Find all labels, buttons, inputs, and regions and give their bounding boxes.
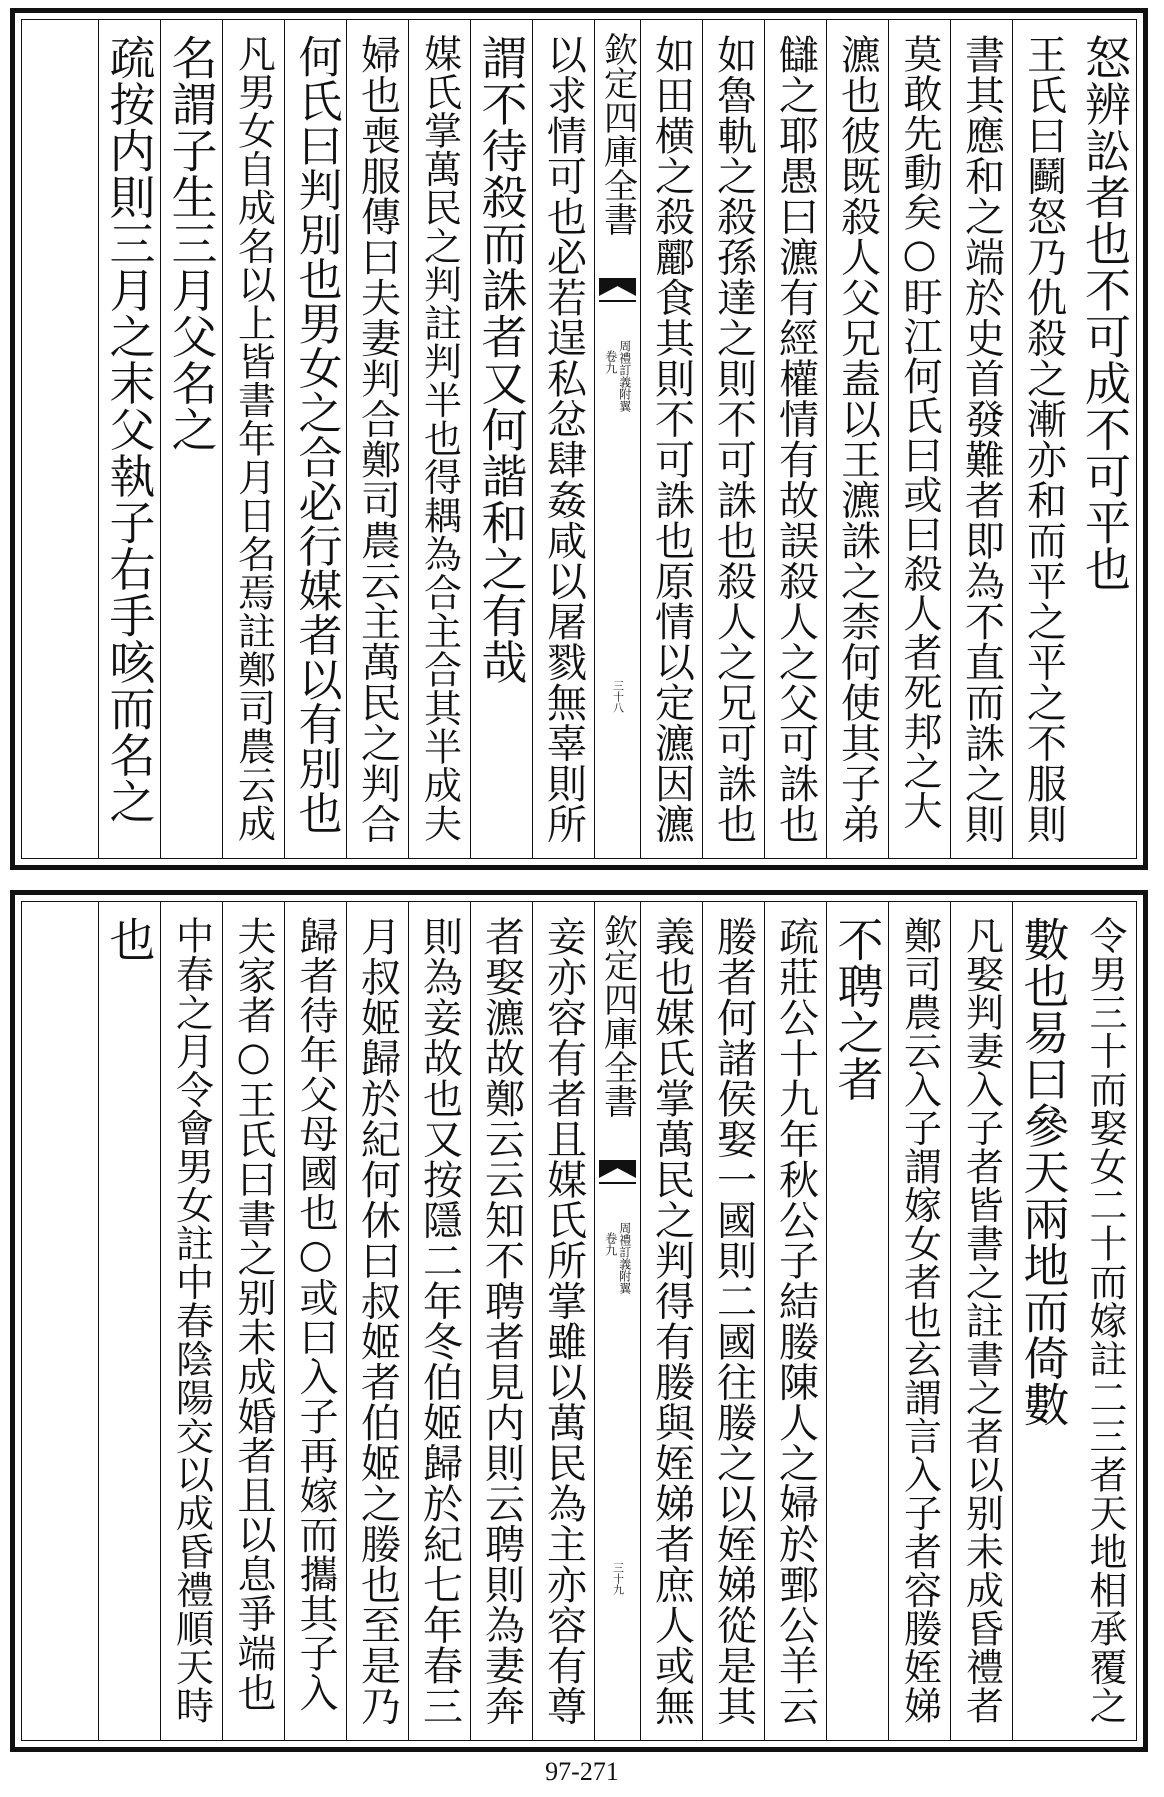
text-column: 謂不待殺而誅者又何諧和之有哉 <box>470 20 532 858</box>
leaf-number: 三十九 <box>611 1562 625 1595</box>
center-fold <box>594 20 640 858</box>
text-column: 數也易曰參天兩地而倚數 <box>1012 902 1074 1740</box>
text-column: 者娶瀌故鄭云云知不聘者見内則云聘則為妻奔 <box>470 902 532 1740</box>
text-column: 莫敢先動矣○盱江何氏曰或曰殺人者死邦之大 <box>888 20 950 858</box>
text-column: 如田横之殺酈食其則不可誅也原情以定瀌因瀌 <box>640 20 702 858</box>
text-column: 名謂子生三月父名之 <box>160 20 222 858</box>
text-column: 中春之月令會男女註中春陰陽交以成昏禮順天時 <box>160 902 222 1740</box>
text-column: 妾亦容有者且媒氏所掌雖以萬民為主亦容有尊 <box>532 902 594 1740</box>
page-top <box>10 8 1148 870</box>
text-column: 媵者何諸侯娶一國則二國往媵之以姪娣從是其 <box>702 902 764 1740</box>
text-column: 以求情可也必若逞私忿肆姦咸以屠戮無辜則所 <box>532 20 594 858</box>
text-column: 何氏曰判別也男女之合必行媒者以有別也 <box>284 20 346 858</box>
volume-label: 卷九 <box>603 1232 618 1256</box>
text-column: 鄭司農云入子謂嫁女者也玄謂言入子者容媵姪娣 <box>888 902 950 1740</box>
text-column: 讎之耶愚曰瀌有經權情有故誤殺人之父可誅也 <box>764 20 826 858</box>
text-column: 怒辨訟者也不可成不可平也 <box>1078 34 1132 592</box>
text-column: 王氏曰鬬怒乃仇殺之漸亦和而平之平之不服則 <box>1012 20 1074 858</box>
text-column: 媒氏掌萬民之判註判半也得耦為合主合其半成夫 <box>408 20 470 858</box>
book-title: 欽定四庫全書 <box>597 32 638 236</box>
text-column: 義也媒氏掌萬民之判得有媵與姪娣者庶人或無 <box>640 902 702 1740</box>
text-column: 也 <box>98 902 160 1740</box>
text-column: 疏莊公十九年秋公子結媵陳人之婦於鄄公羊云 <box>764 902 826 1740</box>
text-column: 不聘之者 <box>826 902 888 1740</box>
text-column: 月叔姬歸於紀何休曰叔姬者伯姬之媵也至是乃 <box>346 902 408 1740</box>
text-column: 書其應和之端於史首發難者即為不直而誅之則 <box>950 20 1012 858</box>
page-number-footer: 97-271 <box>545 1757 619 1786</box>
page-bottom <box>10 890 1148 1752</box>
fishtail-mark <box>599 278 636 322</box>
leaf-number: 三十八 <box>611 680 625 713</box>
text-column: 疏按内則三月之末父執子右手咳而名之 <box>98 20 160 858</box>
text-column: 凡娶判妻入子者皆書之註書之者以别未成昏禮者 <box>950 902 1012 1740</box>
page-top-frame <box>21 19 1137 859</box>
text-column: 瀌也彼既殺人父兄盍以王瀌誅之柰何使其子弟 <box>826 20 888 858</box>
volume-label: 卷九 <box>603 350 618 374</box>
text-column: 如魯軌之殺孫達之則不可誅也殺人之兄可誅也 <box>702 20 764 858</box>
fishtail-mark <box>599 1160 636 1204</box>
text-column: 令男三十而娶女二十而嫁註二三者天地相承覆之 <box>1083 916 1127 1725</box>
book-title: 欽定四庫全書 <box>597 914 638 1118</box>
book-subtitle: 周禮訂義附翼 <box>617 340 632 412</box>
text-column: 夫家者○王氏曰書之别未成婚者且以息爭端也 <box>222 902 284 1740</box>
text-column: 歸者待年父母國也○或曰入子再嫁而攜其子入 <box>284 902 346 1740</box>
text-column: 則為妾故也又按隱二年冬伯姬歸於紀七年春三 <box>408 902 470 1740</box>
book-subtitle: 周禮訂義附翼 <box>617 1222 632 1294</box>
text-column: 凡男女自成名以上皆書年月日名焉註鄭司農云成 <box>222 20 284 858</box>
text-column: 婦也喪服傳曰夫妻判合鄭司農云主萬民之判合 <box>346 20 408 858</box>
center-fold <box>594 902 640 1740</box>
page-bottom-frame <box>21 901 1137 1741</box>
